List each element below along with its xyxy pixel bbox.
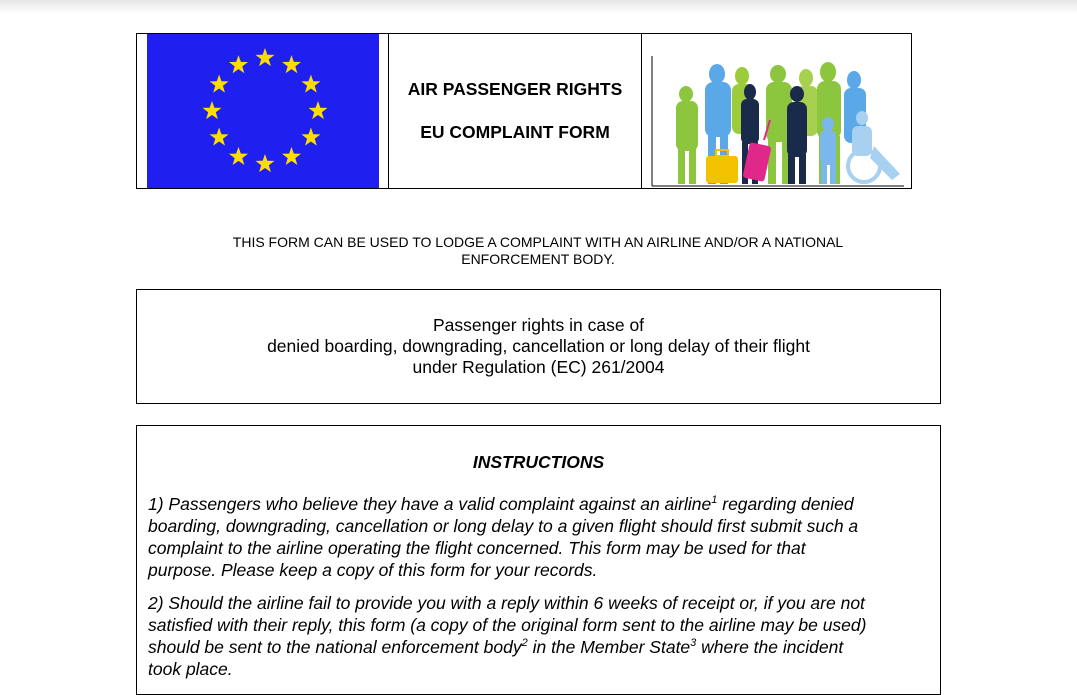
- footnote-ref[interactable]: 1: [711, 494, 718, 506]
- eu-flag-icon: [147, 34, 379, 188]
- star-icon: [282, 55, 301, 73]
- header-table: [136, 33, 912, 189]
- text-line: 2) Should the airline fail to provide you with a reply within 6 weeks of receipt or, if you are not: [148, 593, 865, 613]
- text-line: complaint to the airline operating the flight concerned. This form may be used for that: [148, 538, 806, 558]
- title-cell: [389, 34, 642, 188]
- rights-line: under Regulation (EC) 261/2004: [412, 357, 665, 377]
- flag-cell: [137, 34, 389, 188]
- instruction-paragraph-1: [148, 493, 938, 581]
- instruction-paragraph-2: [148, 592, 938, 680]
- viewer-top-shadow: [0, 0, 1077, 14]
- illustration-cell: [642, 34, 911, 188]
- text-line: boarding, downgrading, cancellation or long delay to a given flight should first submit such a: [148, 516, 859, 536]
- text-span: where the incident: [696, 637, 844, 657]
- star-icon: [255, 48, 274, 66]
- rights-line: Passenger rights in case of: [432, 315, 645, 335]
- text-span: should be sent to the national enforcement body: [148, 637, 522, 657]
- star-icon: [301, 128, 320, 146]
- star-icon: [308, 101, 327, 119]
- footnote-ref[interactable]: 2: [521, 637, 528, 649]
- footnote-ref[interactable]: 3: [690, 637, 697, 649]
- star-icon: [255, 154, 274, 172]
- text-span: regarding denied: [717, 494, 854, 514]
- star-icon: [229, 55, 248, 73]
- form-title: AIR PASSENGER RIGHTS: [407, 79, 623, 99]
- intro-text: [190, 234, 886, 268]
- intro-line: ENFORCEMENT BODY.: [461, 251, 615, 267]
- text-span: 1) Passengers who believe they have a valid complaint against an airline: [148, 494, 712, 514]
- star-icon: [229, 147, 248, 165]
- star-icon: [282, 147, 301, 165]
- star-icon: [210, 128, 229, 146]
- form-subtitle: EU COMPLAINT FORM: [420, 122, 610, 142]
- instructions-heading: INSTRUCTIONS: [472, 452, 605, 472]
- passengers-silhouettes-icon: [642, 34, 911, 188]
- intro-line: THIS FORM CAN BE USED TO LODGE A COMPLAINT WITH AN AIRLINE AND/OR A NATIONAL: [232, 234, 844, 250]
- text-line: took place.: [148, 659, 233, 679]
- text-line: satisfied with their reply, this form (a copy of the original form sent to the airline may be used): [148, 615, 867, 635]
- text-line: purpose. Please keep a copy of this form for your records.: [148, 560, 598, 580]
- star-icon: [202, 101, 221, 119]
- star-icon: [210, 75, 229, 93]
- star-icon: [301, 75, 320, 93]
- text-span: in the Member State: [527, 637, 691, 657]
- passenger-rights-box: [136, 289, 941, 404]
- instructions-box: [136, 425, 941, 695]
- rights-line: denied boarding, downgrading, cancellation or long delay of their flight: [267, 336, 810, 356]
